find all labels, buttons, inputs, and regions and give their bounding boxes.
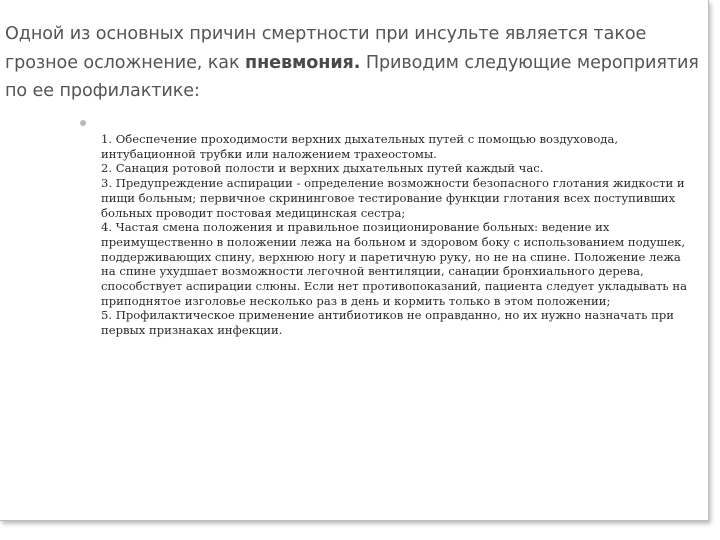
list-item-4: 4. Частая смена положения и правильное позиционирование больных: ведение их преимущественно в положении лежа на больном и здоровом боку с использованием подушек, поддерживающих спину, верхнюю ногу и паретичную руку, но не на спине. Положение лежа на спине ухудшает возможности легочной вентиляции, санации бронхиального дерева, способствует аспирации слюны. Если нет противопоказаний, пациента следует укладывать на приподнятое изголовье несколько раз в день и кормить только в этом положении;	[101, 220, 688, 308]
bullet-icon	[80, 120, 86, 126]
measures-list	[101, 132, 691, 338]
list-item-1: 1. Обеспечение проходимости верхних дыхательных путей с помощью воздуховода, интубационной трубки или наложением трахеостомы.	[101, 132, 619, 161]
heading-emphasis: пневмония.	[245, 52, 361, 73]
heading-prefix: Одной из основных причин смертности при инсульте является такое грозное осложнение, как	[5, 24, 647, 73]
heading-text	[5, 20, 710, 106]
list-item-2: 2. Санация ротовой полости и верхних дыхательных путей каждый час.	[101, 161, 544, 176]
list-item-5: 5. Профилактическое применение антибиотиков не оправданно, но их нужно назначать при первых признаках инфекции.	[101, 308, 675, 338]
list-item-3: 3. Предупреждение аспирации - определение возможности безопасного глотания жидкости и пищи больным; первичное скрининговое тестирование функции глотания всех поступивших больных проводит постовая медицинская сестра;	[101, 176, 685, 220]
heading-suffix: Приводим следующие мероприятия по ее профилактике:	[5, 52, 699, 101]
